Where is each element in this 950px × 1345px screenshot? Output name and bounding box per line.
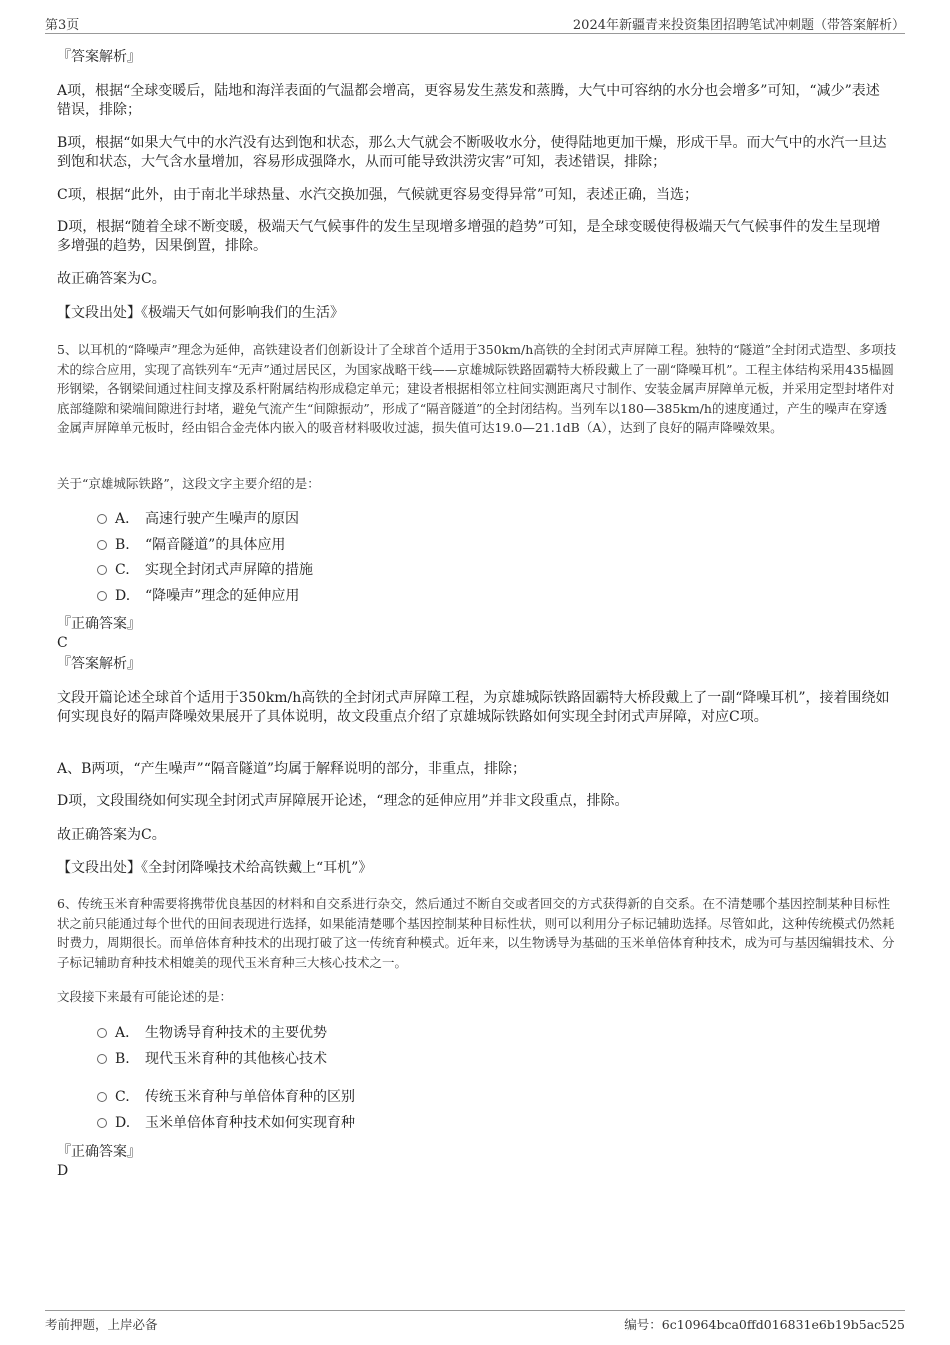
q5-option-c[interactable]: C. 实现全封闭式声屏障的措施 <box>97 561 313 580</box>
document-title: 2024年新疆青来投资集团招聘笔试冲刺题（带答案解析） <box>572 18 905 33</box>
q4-analysis-label: 『答案解析』 <box>57 49 141 65</box>
radio-icon[interactable] <box>97 1028 107 1038</box>
q4-conclusion: 故正确答案为C。 <box>57 271 166 287</box>
radio-icon[interactable] <box>97 565 107 575</box>
q5-para-ab: A、B两项，“产生噪声”“隔音隧道”均属于解释说明的部分，非重点，排除； <box>57 761 527 777</box>
radio-icon[interactable] <box>97 514 107 524</box>
radio-icon[interactable] <box>97 1092 107 1102</box>
q6-option-c[interactable]: C. 传统玉米育种与单倍体育种的区别 <box>97 1088 355 1107</box>
footer-serial: 编号：6c10964bca0ffd016831e6b19b5ac525 <box>624 1317 905 1332</box>
q4-para-c: C项，根据“此外，由于南北半球热量、水汽交换加强，气候就更容易变得异常”可知，表述正确，当选； <box>57 187 699 203</box>
page-header <box>45 14 905 34</box>
page-footer <box>45 1310 905 1332</box>
radio-icon[interactable] <box>97 1118 107 1128</box>
q5-analysis-label: 『答案解析』 <box>57 656 141 672</box>
q4-para-b: B项，根据“如果大气中的水汽没有达到饱和状态，那么大气就会不断吸收水分，使得陆地更加干燥，形成干旱。而大气中的水汽一旦达到饱和状态，大气含水量增加，容易形成强降水，从而可能导致洪涝灾害”可知，表述错误，排除； <box>57 135 887 170</box>
q6-option-b[interactable]: B. 现代玉米育种的其他核心技术 <box>97 1050 327 1069</box>
radio-icon[interactable] <box>97 540 107 550</box>
q5-question: 关于“京雄城际铁路”，这段文字主要介绍的是： <box>57 476 320 491</box>
q5-conclusion: 故正确答案为C。 <box>57 827 166 843</box>
q6-option-a[interactable]: A． 生物诱导育种技术的主要优势 <box>97 1024 327 1043</box>
q4-source: 【文段出处】《极端天气如何影响我们的生活》 <box>57 305 344 321</box>
q4-para-a: A项，根据“全球变暖后，陆地和海洋表面的气温都会增高，更容易发生蒸发和蒸腾，大气中可容纳的水分也会增多”可知，“减少”表述错误，排除； <box>57 83 880 118</box>
q5-para-d: D项，文段围绕如何实现全封闭式声屏障展开论述，“理念的延伸应用”并非文段重点，排除。 <box>57 793 629 809</box>
radio-icon[interactable] <box>97 1054 107 1064</box>
q5-option-d[interactable]: D. “降噪声”理念的延伸应用 <box>97 587 299 606</box>
footer-slogan: 考前押题，上岸必备 <box>45 1317 158 1332</box>
q5-correct-answer: C <box>57 635 68 651</box>
q5-option-a[interactable]: A． 高速行驶产生噪声的原因 <box>97 510 299 529</box>
q4-para-d: D项，根据“随着全球不断变暖，极端天气气候事件的发生呈现增多增强的趋势”可知，是全球变暖使得极端天气气候事件的发生呈现增多增强的趋势，因果倒置，排除。 <box>57 219 881 254</box>
q6-question: 文段接下来最有可能论述的是： <box>57 989 233 1004</box>
q6-correct-label: 『正确答案』 <box>57 1144 141 1160</box>
q5-source: 【文段出处】《全封闭降噪技术给高铁戴上“耳机”》 <box>57 860 373 876</box>
page-number: 第3页 <box>45 18 80 33</box>
q5-correct-label: 『正确答案』 <box>57 616 141 632</box>
radio-icon[interactable] <box>97 591 107 601</box>
q6-option-d[interactable]: D. 玉米单倍体育种技术如何实现育种 <box>97 1114 355 1133</box>
q5-para-main: 文段开篇论述全球首个适用于350km/h高铁的全封闭式声屏障工程，为京雄城际铁路固霸特大桥段戴上了一副“降噪耳机”，接着围绕如何实现良好的隔声降噪效果展开了具体说明，故文段重点介绍了京雄城际铁路如何实现全封闭式声屏障，对应C项。 <box>57 690 890 725</box>
q5-passage: 5、以耳机的“降噪声”理念为延伸，高铁建设者们创新设计了全球首个适用于350km/h高铁的全封闭式声屏障工程。独特的“隧道”全封闭式造型、多项技术的综合应用，实现了高铁列车“无声”通过居民区，为国家战略干线——京雄城际铁路固霸特大桥段戴上了一副“降噪耳机”。工程主体结构采用435榀圆形钢梁，各钢梁间通过柱间支撑及系杆附属结构形成稳定单元；建设者根据相邻立柱间实测距离尺寸制作、安装金属声屏障单元板，并采用定型封堵件对底部缝隙和梁端间隙进行封堵，避免气流产生“间隙振动”，形成了“隔音隧道”的全封闭结构。当列车以180—385km/h的速度通过，产生的噪声在穿透金属声屏障单元板时，经由铝合金壳体内嵌入的吸音材料吸收过滤，损失值可达19.0—21.1dB（A），达到了良好的隔声降噪效果。 <box>57 342 897 435</box>
q6-passage: 6、传统玉米育种需要将携带优良基因的材料和自交系进行杂交，然后通过不断自交或者回交的方式获得新的自交系。在不清楚哪个基因控制某种目标性状之前只能通过每个世代的田间表现进行选择，如果能清楚哪个基因控制某种目标性状，则可以利用分子标记辅助选择。尽管如此，这种传统模式仍然耗时费力，周期很长。而单倍体育种技术的出现打破了这一传统育种模式。近年来，以生物诱导为基础的玉米单倍体育种技术，成为可与基因编辑技术、分子标记辅助育种技术相媲美的现代玉米育种三大核心技术之一。 <box>57 896 895 970</box>
q6-correct-answer: D <box>57 1163 69 1179</box>
q5-option-b[interactable]: B. “隔音隧道”的具体应用 <box>97 536 285 555</box>
